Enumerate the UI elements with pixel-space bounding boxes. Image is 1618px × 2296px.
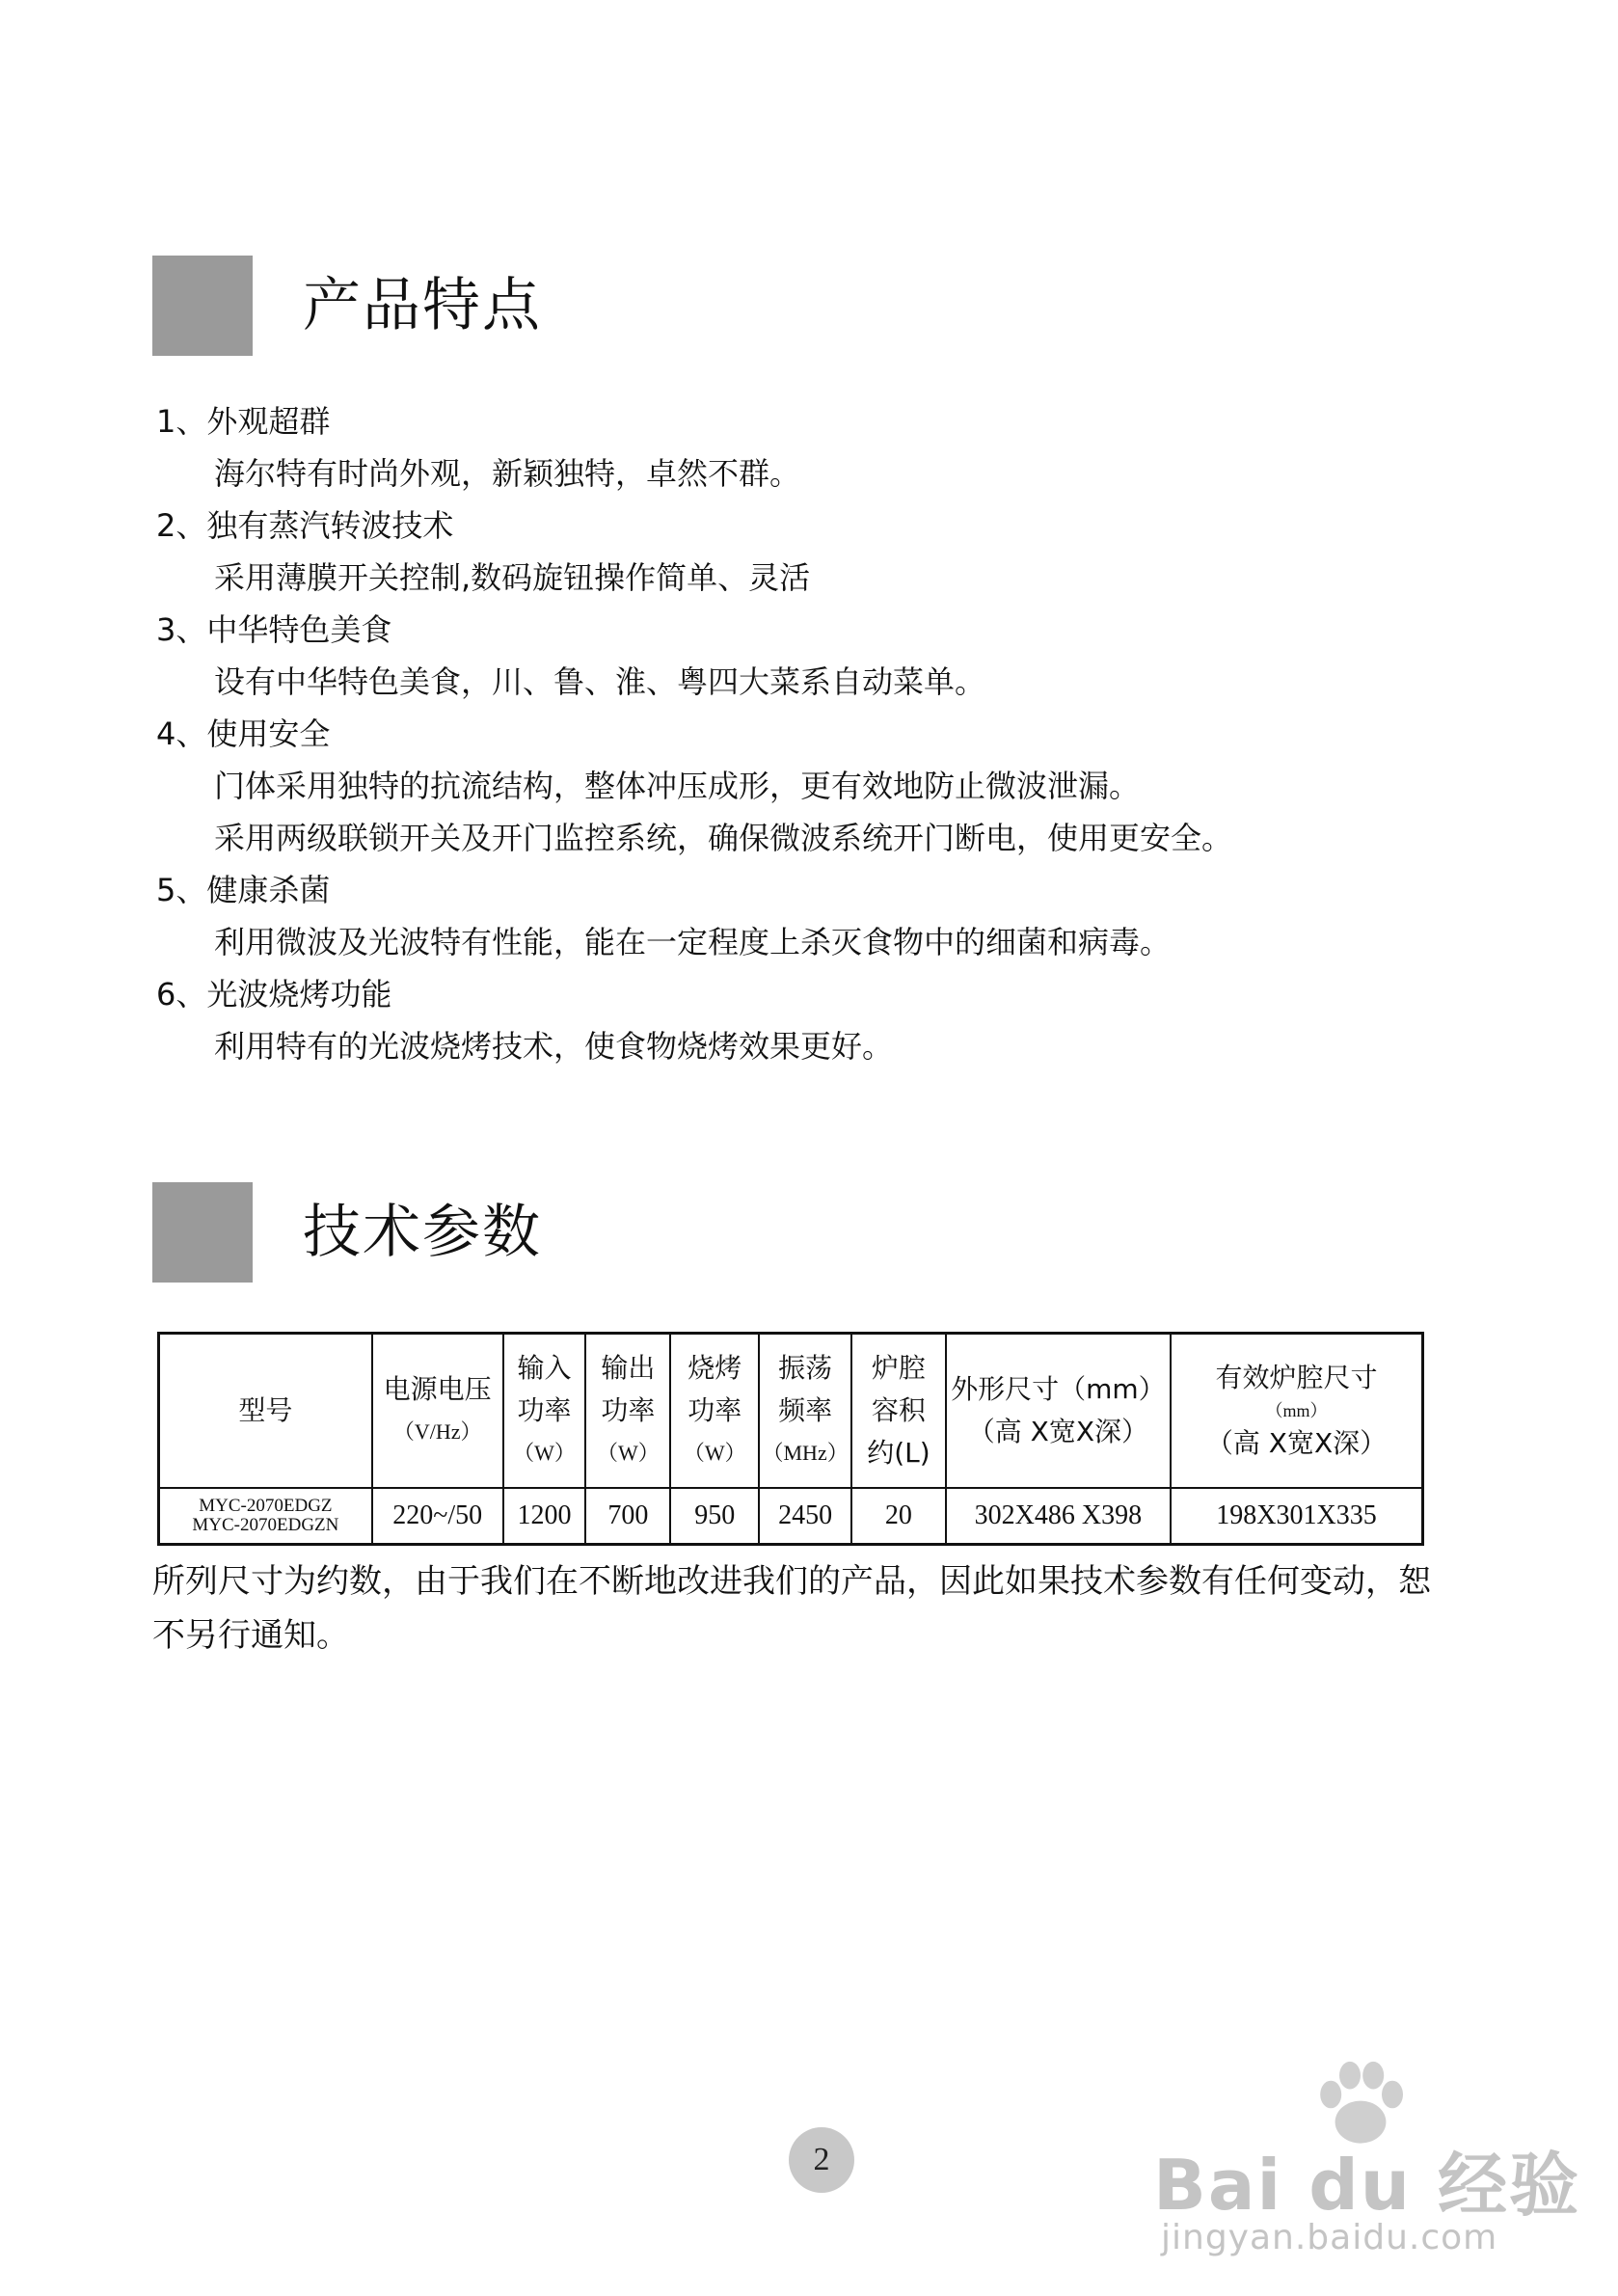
features-list [156, 395, 1410, 1072]
section-marker-block [152, 256, 253, 356]
specs-table [157, 1332, 1424, 1546]
cell-frequency: 2450 [759, 1488, 851, 1545]
header-frequency: 振荡 频率 （MHz） [759, 1334, 851, 1489]
feature-title: 6、光波烧烤功能 [156, 976, 392, 1013]
watermark-domain: jingyan.baidu.com [1161, 2218, 1498, 2257]
feature-item [156, 864, 1410, 968]
header-input-power: 输入 功率 （W） [503, 1334, 586, 1489]
cell-input-power: 1200 [503, 1488, 586, 1545]
feature-title: 5、健康杀菌 [156, 872, 331, 908]
header-voltage: 电源电压 （V/Hz） [372, 1334, 503, 1489]
specs-section-header [152, 1182, 1020, 1283]
section-marker-block [152, 1182, 253, 1283]
features-section-header [152, 256, 1020, 356]
specs-section-title: 技术参数 [303, 1199, 542, 1266]
feature-title: 3、中华特色美食 [156, 611, 392, 648]
cell-cavity-size: 198X301X335 [1171, 1488, 1423, 1545]
feature-description: 利用微波及光波特有性能，能在一定程度上杀灭食物中的细菌和病毒。 [214, 924, 1172, 960]
header-output-power: 输出 功率 （W） [585, 1334, 670, 1489]
feature-title: 2、独有蒸汽转波技术 [156, 507, 454, 544]
feature-description: 海尔特有时尚外观，新颖独特，卓然不群。 [214, 455, 801, 492]
cell-outer-size: 302X486 X398 [946, 1488, 1171, 1545]
feature-title: 4、使用安全 [156, 716, 331, 752]
feature-description: 利用特有的光波烧烤技术，使食物烧烤效果更好。 [214, 1028, 894, 1065]
feature-item [156, 968, 1410, 1072]
header-grill-power: 烧烤 功率 （W） [670, 1334, 759, 1489]
page-number: 2 [789, 2127, 854, 2193]
feature-description: 门体采用独特的抗流结构，整体冲压成形，更有效地防止微波泄漏。 [214, 768, 1141, 804]
feature-description: 采用两级联锁开关及开门监控系统，确保微波系统开门断电，使用更安全。 [214, 820, 1233, 856]
cell-cavity-volume: 20 [851, 1488, 946, 1545]
cell-grill-power: 950 [670, 1488, 759, 1545]
header-cavity-size: 有效炉腔尺寸 （mm） （高 X宽X深） [1171, 1334, 1423, 1489]
cell-output-power: 700 [585, 1488, 670, 1545]
cell-model: MYC-2070EDGZ MYC-2070EDGZN [159, 1488, 372, 1545]
specs-note: 所列尺寸为约数，由于我们在不断地改进我们的产品，因此如果技术参数有任何变动，恕不另行通知。 [152, 1562, 1431, 1655]
table-row [159, 1488, 1423, 1545]
header-model: 型号 [159, 1334, 372, 1489]
features-section-title: 产品特点 [303, 272, 542, 339]
feature-description: 设有中华特色美食，川、鲁、淮、粤四大菜系自动菜单。 [214, 663, 986, 700]
table-header-row [159, 1334, 1423, 1489]
feature-item [156, 708, 1410, 864]
baidu-watermark [1153, 2052, 1581, 2264]
feature-item [156, 604, 1410, 708]
feature-title: 1、外观超群 [156, 403, 331, 440]
feature-item [156, 500, 1410, 604]
watermark-brand: Bai du 经验 [1153, 2145, 1581, 2226]
cell-voltage: 220~/50 [372, 1488, 503, 1545]
feature-item [156, 395, 1410, 500]
feature-description: 采用薄膜开关控制,数码旋钮操作简单、灵活 [214, 559, 811, 596]
header-outer-size: 外形尺寸（mm） （高 X宽X深） [946, 1334, 1171, 1489]
header-cavity-volume: 炉腔 容积 约(L) [851, 1334, 946, 1489]
